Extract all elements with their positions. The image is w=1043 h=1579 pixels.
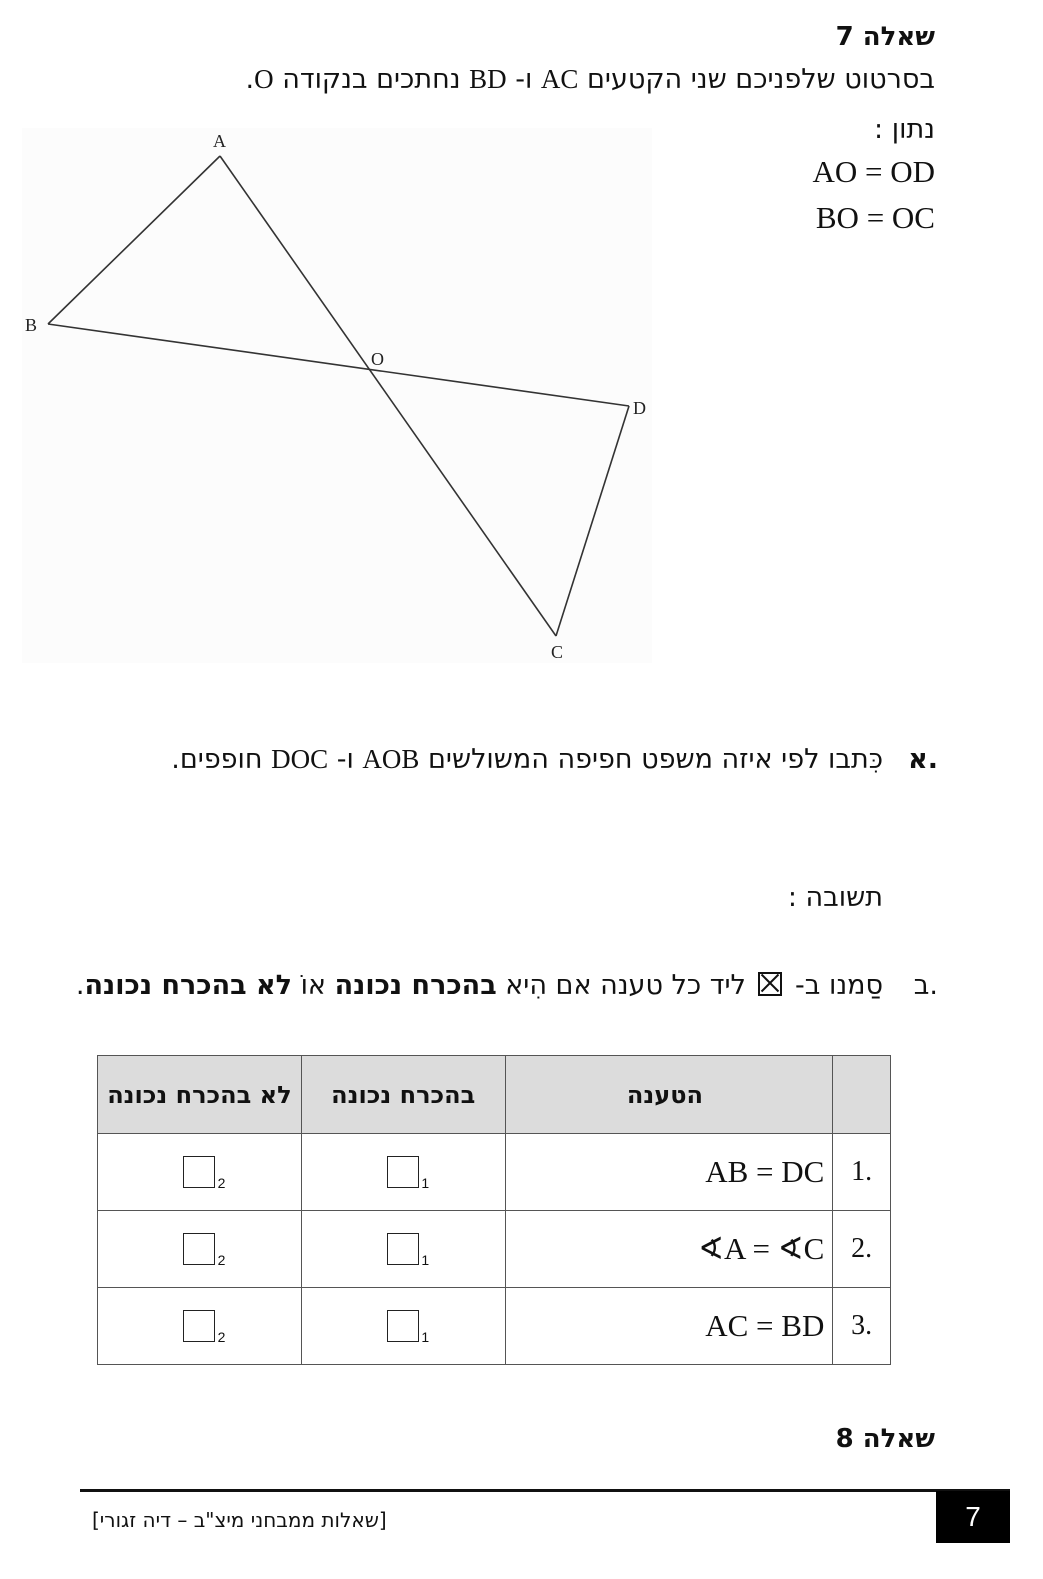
checked-box-icon bbox=[758, 972, 782, 996]
question-7-title: שאלה 7 bbox=[835, 22, 935, 52]
no-cell bbox=[98, 1134, 302, 1211]
checkbox-not-necessarily-true[interactable] bbox=[183, 1310, 226, 1345]
intro-text-3: נחתכים בנקודה bbox=[273, 64, 470, 95]
point-o-text: O bbox=[254, 64, 274, 94]
checkbox-sub-label: 2 bbox=[217, 1329, 226, 1345]
page-number: 7 bbox=[936, 1491, 1010, 1543]
checkbox-necessarily-true[interactable] bbox=[387, 1310, 430, 1345]
checkbox-sub-label: 1 bbox=[421, 1252, 430, 1268]
intro-text-2: ו- bbox=[506, 64, 541, 95]
checkbox-sub-label: 2 bbox=[217, 1175, 226, 1191]
label-point-o: O bbox=[371, 349, 384, 369]
yes-cell bbox=[301, 1288, 505, 1365]
question-8-title: שאלה 8 bbox=[835, 1424, 935, 1454]
label-point-d: D bbox=[633, 398, 646, 418]
triangle-aob: AOB bbox=[362, 744, 420, 774]
part-b-letter: ב. bbox=[913, 970, 938, 1001]
part-a-text-1: כִּתבו לפי איזה משפט חפיפה המשולשים bbox=[419, 744, 883, 775]
yes-cell bbox=[301, 1211, 505, 1288]
part-a-letter: א. bbox=[908, 744, 938, 775]
part-a-text-2: ו- bbox=[328, 744, 363, 775]
table-row bbox=[98, 1211, 891, 1288]
header-claim: הטענה bbox=[505, 1056, 833, 1134]
part-a-question bbox=[171, 744, 883, 775]
part-b-text-1: סַמנו ב- bbox=[786, 970, 883, 1001]
footer-divider bbox=[80, 1489, 1010, 1492]
label-point-a: A bbox=[213, 131, 226, 151]
claim-text: AC = BD bbox=[505, 1288, 833, 1365]
part-b-instruction bbox=[76, 970, 883, 1001]
table-header-row bbox=[98, 1056, 891, 1134]
geometry-diagram bbox=[22, 128, 652, 663]
table-row bbox=[98, 1134, 891, 1211]
part-b-bold-2: לא בהכרח נכונה bbox=[84, 970, 292, 1001]
intro-text-4: . bbox=[245, 64, 255, 95]
part-b-text-2: ליד כל טענה אם הִיא bbox=[496, 970, 755, 1001]
segment-bd: BD bbox=[469, 64, 507, 94]
segment-ac: AC bbox=[540, 64, 579, 94]
question-7-intro bbox=[246, 64, 935, 95]
footer-source-text: [שאלות ממבחני מיצ"ב – דיה זגורי] bbox=[92, 1508, 387, 1532]
no-cell bbox=[98, 1211, 302, 1288]
checkbox-not-necessarily-true[interactable] bbox=[183, 1233, 226, 1268]
intro-text-1: בסרטוט שלפניכם שני הקטעים bbox=[578, 64, 935, 95]
given-label: נתון : bbox=[874, 114, 935, 145]
table-row bbox=[98, 1288, 891, 1365]
part-b-text-3: אוֹ bbox=[291, 970, 335, 1001]
row-number: .1 bbox=[833, 1134, 891, 1211]
header-necessarily-true: בהכרח נכונה bbox=[301, 1056, 505, 1134]
header-num bbox=[833, 1056, 891, 1134]
label-point-c: C bbox=[551, 642, 564, 662]
claim-text: AB = DC bbox=[505, 1134, 833, 1211]
part-b-text-4: . bbox=[75, 970, 85, 1001]
yes-cell bbox=[301, 1134, 505, 1211]
answer-label: תשובה : bbox=[787, 882, 883, 913]
label-point-b: B bbox=[25, 315, 38, 335]
row-number: .2 bbox=[833, 1211, 891, 1288]
claim-text: ∢A = ∢C bbox=[505, 1211, 833, 1288]
checkbox-sub-label: 1 bbox=[421, 1175, 430, 1191]
given-equation-2: BO = OC bbox=[815, 200, 935, 235]
checkbox-sub-label: 1 bbox=[421, 1329, 430, 1345]
claims-table bbox=[97, 1055, 891, 1365]
row-number: .3 bbox=[833, 1288, 891, 1365]
checkbox-not-necessarily-true[interactable] bbox=[183, 1156, 226, 1191]
triangle-doc: DOC bbox=[271, 744, 329, 774]
no-cell bbox=[98, 1288, 302, 1365]
part-b-bold-1: בהכרח נכונה bbox=[334, 970, 497, 1001]
checkbox-necessarily-true[interactable] bbox=[387, 1156, 430, 1191]
checkbox-sub-label: 2 bbox=[217, 1252, 226, 1268]
header-not-necessarily-true: לא בהכרח נכונה bbox=[98, 1056, 302, 1134]
given-equation-1: AO = OD bbox=[812, 154, 935, 189]
checkbox-necessarily-true[interactable] bbox=[387, 1233, 430, 1268]
part-a-text-3: חופפים. bbox=[171, 744, 272, 775]
